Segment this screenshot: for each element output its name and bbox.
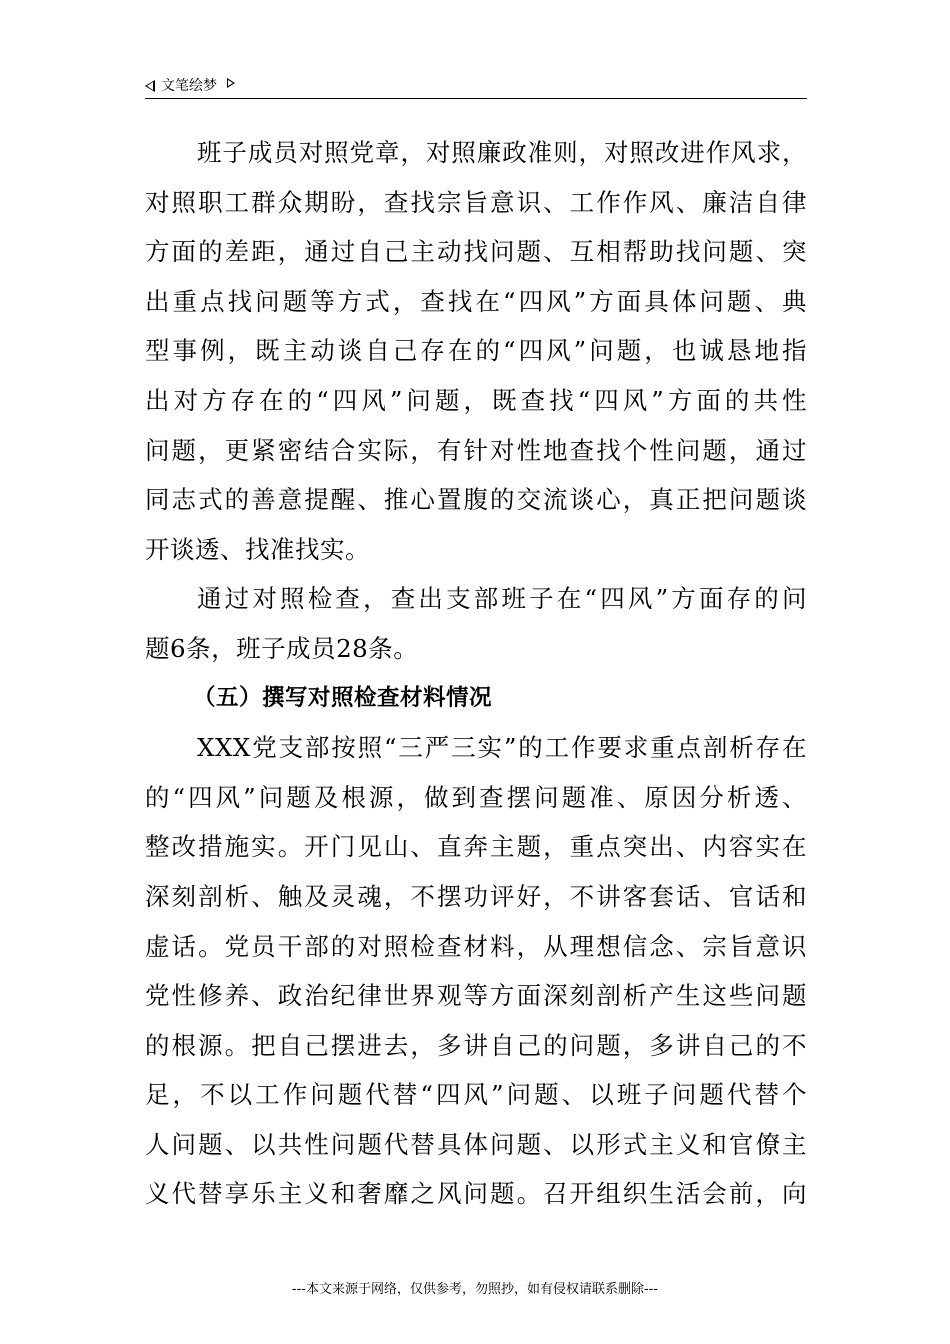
paragraph-line: 通过对照检查，查出支部班子在“四风”方面存的问 — [197, 584, 807, 614]
paragraph-line: 深刻剖析、触及灵魂，不摆功评好，不讲客套话、官话和 — [145, 881, 807, 911]
page-header — [145, 74, 807, 99]
paragraph-line: 的“四风”问题及根源，做到查摆问题准、原因分析透、 — [145, 782, 807, 812]
header-title: 文笔绘梦 — [161, 78, 217, 94]
paragraph-line: 人问题、以共性问题代替具体问题、以形式主义和官僚主 — [145, 1129, 807, 1159]
paragraph-line: 同志式的善意提醒、推心置腹的交流谈心，真正把问题谈 — [145, 485, 807, 515]
paragraph-line: XXX党支部按照“三严三实”的工作要求重点剖析存在 — [197, 733, 807, 763]
paragraph-line: 开谈透、找准找实。 — [145, 534, 370, 564]
page-footer: ---本文来源于网络，仅供参考，勿照抄，如有侵权请联系删除--- — [291, 1282, 659, 1297]
triangle-right-icon — [227, 78, 235, 88]
paragraph-line: 出重点找问题等方式，查找在“四风”方面具体问题、典 — [145, 286, 807, 316]
paragraph-line: 出对方存在的“四风”问题，既查找“四风”方面的共性 — [145, 385, 807, 415]
paragraph-line: 方面的差距，通过自己主动找问题、互相帮助找问题、突 — [145, 237, 807, 267]
paragraph-line: 问题，更紧密结合实际，有针对性地查找个性问题，通过 — [145, 435, 807, 465]
paragraph-line: 义代替享乐主义和奢靡之风问题。召开组织生活会前，向 — [145, 1179, 807, 1209]
document-body — [145, 128, 807, 1219]
triangle-left-icon — [145, 80, 155, 92]
paragraph-line: 整改措施实。开门见山、直奔主题，重点突出、内容实在 — [145, 832, 807, 862]
paragraph-line: 对照职工群众期盼，查找宗旨意识、工作作风、廉洁自律 — [145, 187, 807, 217]
paragraph-line: 班子成员对照党章，对照廉政准则，对照改进作风求， — [197, 138, 807, 167]
paragraph-line: 题6条，班子成员28条。 — [145, 633, 419, 663]
paragraph-line: 虚话。党员干部的对照检查材料，从理想信念、宗旨意识 — [145, 931, 807, 961]
paragraph-line: 足，不以工作问题代替“四风”问题、以班子问题代替个 — [145, 1080, 807, 1110]
paragraph-line: 的根源。把自己摆进去，多讲自己的问题，多讲自己的不 — [145, 1030, 807, 1060]
paragraph-line: 党性修养、政治纪律世界观等方面深刻剖析产生这些问题 — [145, 981, 807, 1011]
paragraph-line: 型事例，既主动谈自己存在的“四风”问题，也诚恳地指 — [145, 336, 807, 366]
section-heading: （五）撰写对照检查材料情况 — [193, 684, 493, 711]
